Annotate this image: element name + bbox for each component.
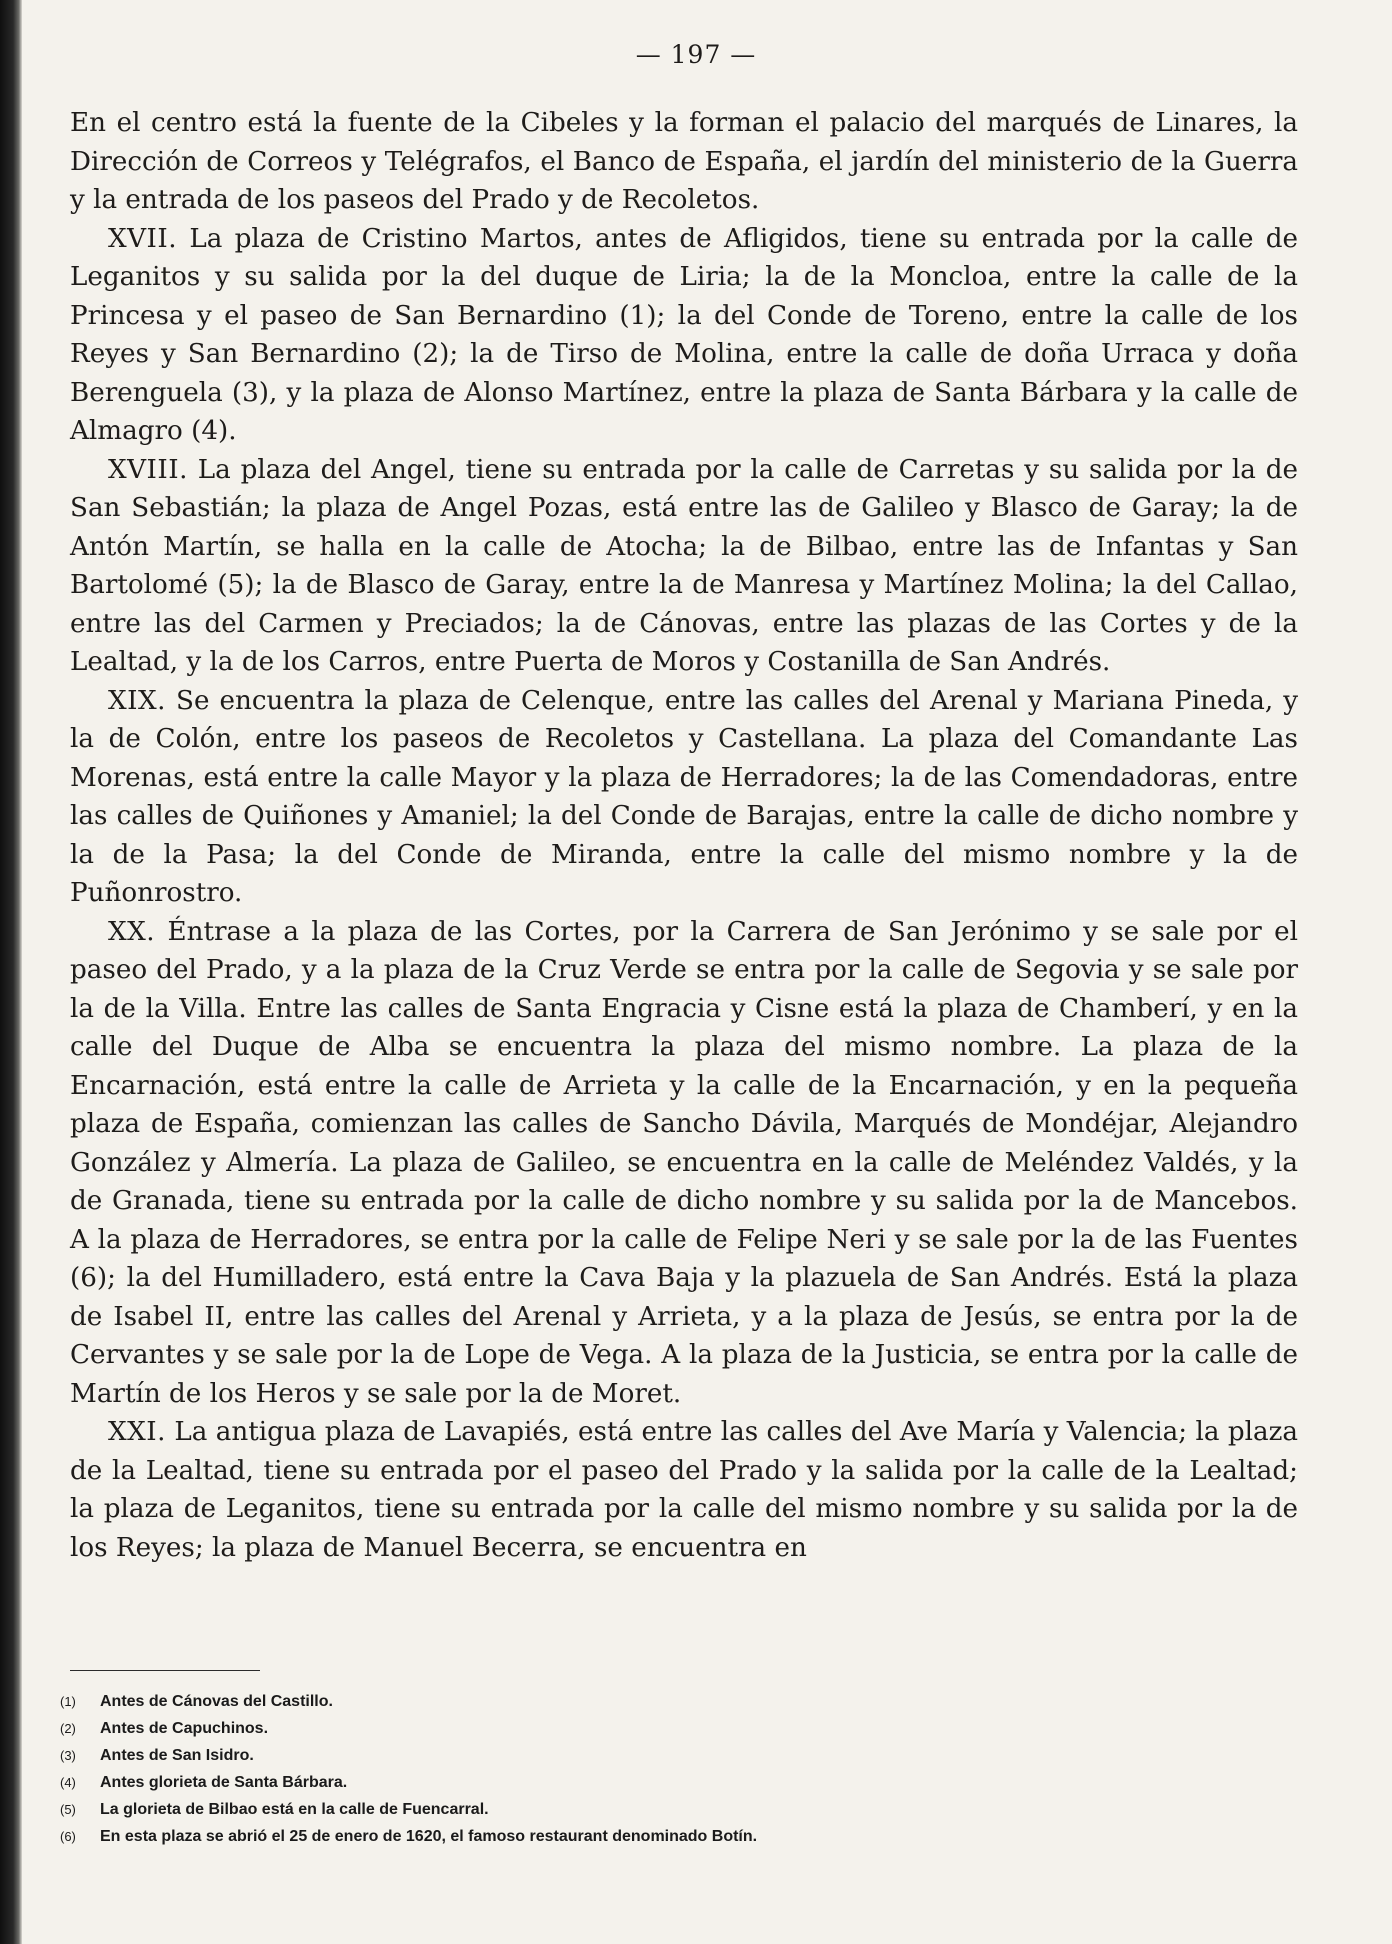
footnote-3: [60, 1742, 1260, 1769]
paragraph-text: La plaza del Angel, tiene su entrada por la calle de Carretas y su salida por la de San Sebastián; la plaza de Angel Pozas, está entre las de Galileo y Blasco de Garay; la de Antón Martín, se halla en la calle de Atocha; la de Bilbao, entre las de Infantas y San Bartolomé (5); la de Blasco de Garay, entre la de Manresa y Martínez Molina; la del Callao, entre las del Carmen y Preciados; la de Cánovas, entre las plazas de las Cortes y de la Lealtad, y la de los Carros, entre Puerta de Moros y Costanilla de San Andrés.: [70, 454, 1298, 677]
footnote-6: [60, 1823, 1260, 1850]
paragraph-xxi: [70, 1413, 1298, 1567]
footnote-mark: (6): [60, 1829, 76, 1844]
paragraph-xviii: [70, 451, 1298, 682]
footnote-mark: (3): [60, 1748, 76, 1763]
footnote-text: Antes glorieta de Santa Bárbara.: [100, 1774, 348, 1791]
footnote-mark: (1): [60, 1694, 76, 1709]
section-number: XX.: [108, 916, 156, 947]
section-number: XXI.: [108, 1417, 166, 1447]
footnote-mark: (2): [60, 1721, 76, 1736]
footnote-2: [60, 1715, 1260, 1742]
section-number: XIX.: [108, 685, 166, 716]
paragraph-intro: [70, 104, 1298, 220]
footnote-1: [60, 1688, 1260, 1715]
section-number: XVII.: [108, 223, 178, 254]
paragraph-text: En el centro está la fuente de la Cibeles y la forman el palacio del marqués de Linares, la Dirección de Correos y Telégrafos, el Banco de España, el jardín del ministerio de la Guerra y la entrada de los paseos del Prado y de Recoletos.: [70, 108, 1298, 215]
footnote-divider: [70, 1670, 260, 1671]
paragraph-xvii: [70, 220, 1298, 451]
book-binding-edge: [0, 0, 22, 1944]
page-number: — 197 —: [635, 40, 757, 69]
paragraph-xx: [70, 913, 1298, 1414]
footnote-text: La glorieta de Bilbao está en la calle de Fuencarral.: [100, 1801, 489, 1818]
footnote-mark: (4): [60, 1775, 76, 1790]
footnote-text: Antes de San Isidro.: [100, 1747, 254, 1764]
footnote-text: Antes de Cánovas del Castillo.: [100, 1693, 333, 1710]
footnote-text: Antes de Capuchinos.: [100, 1720, 269, 1737]
paragraph-xix: [70, 682, 1298, 913]
paragraph-text: Éntrase a la plaza de las Cortes, por la Carrera de San Jerónimo y se sale por el paseo del Prado, y a la plaza de la Cruz Verde se entra por la calle de Segovia y se sale por la de la Villa. Entre las calles de Santa Engracia y Cisne está la plaza de Chamberí, y en la calle del Duque de Alba se encuentra la plaza del mismo nombre. La plaza de la Encarnación, está entre la calle de Arrieta y la calle de la Encarnación, y en la pequeña plaza de España, comienzan las calles de Sancho Dávila, Marqués de Mondéjar, Alejandro González y Almería. La plaza de Galileo, se encuentra en la calle de Meléndez Valdés, y la de Granada, tiene su entrada por la calle de dicho nombre y su salida por la de Mancebos. A la plaza de Herradores, se entra por la calle de Felipe Neri y se sale por la de las Fuentes (6); la del Humilladero, está entre la Cava Baja y la plazuela de San Andrés. Está la plaza de Isabel II, entre las calles del Arenal y Arrieta, y a la plaza de Jesús, se entra por la de Cervantes y se sale por la de Lope de Vega. A la plaza de la Justicia, se entra por la calle de Martín de los Heros y se sale por la de Moret.: [70, 916, 1299, 1409]
body-text: [70, 104, 1298, 1567]
paragraph-text: Se encuentra la plaza de Celenque, entre las calles del Arenal y Mariana Pineda, y la de Colón, entre los paseos de Recoletos y Castellana. La plaza del Comandante Las Morenas, está entre la calle Mayor y la plaza de Herradores; la de las Comendadoras, entre las calles de Quiñones y Amaniel; la del Conde de Barajas, entre la calle de dicho nombre y la de la Pasa; la del Conde de Miranda, entre la calle del mismo nombre y la de Puñonrostro.: [70, 685, 1298, 908]
paragraph-text: La antigua plaza de Lavapiés, está entre las calles del Ave María y Valencia; la plaza de la Lealtad, tiene su entrada por el paseo del Prado y la salida por la calle de la Lealtad; la plaza de Leganitos, tiene su entrada por la calle del mismo nombre y su salida por la de los Reyes; la plaza de Manuel Becerra, se encuentra en: [70, 1417, 1298, 1563]
paragraph-text: La plaza de Cristino Martos, antes de Afligidos, tiene su entrada por la calle de Leganitos y su salida por la del duque de Liria; la de la Moncloa, entre la calle de la Princesa y el paseo de San Bernardino (1); la del Conde de Toreno, entre la calle de los Reyes y San Bernardino (2); la de Tirso de Molina, entre la calle de doña Urraca y doña Berenguela (3), y la plaza de Alonso Martínez, entre la plaza de Santa Bárbara y la calle de Almagro (4).: [70, 223, 1298, 446]
footnote-4: [60, 1769, 1260, 1796]
footnote-5: [60, 1796, 1260, 1823]
footnote-text: En esta plaza se abrió el 25 de enero de 1620, el famoso restaurant denominado Botín.: [100, 1828, 758, 1845]
section-number: XVIII.: [108, 454, 188, 485]
footnote-mark: (5): [60, 1802, 76, 1817]
footnotes: [60, 1688, 1260, 1850]
